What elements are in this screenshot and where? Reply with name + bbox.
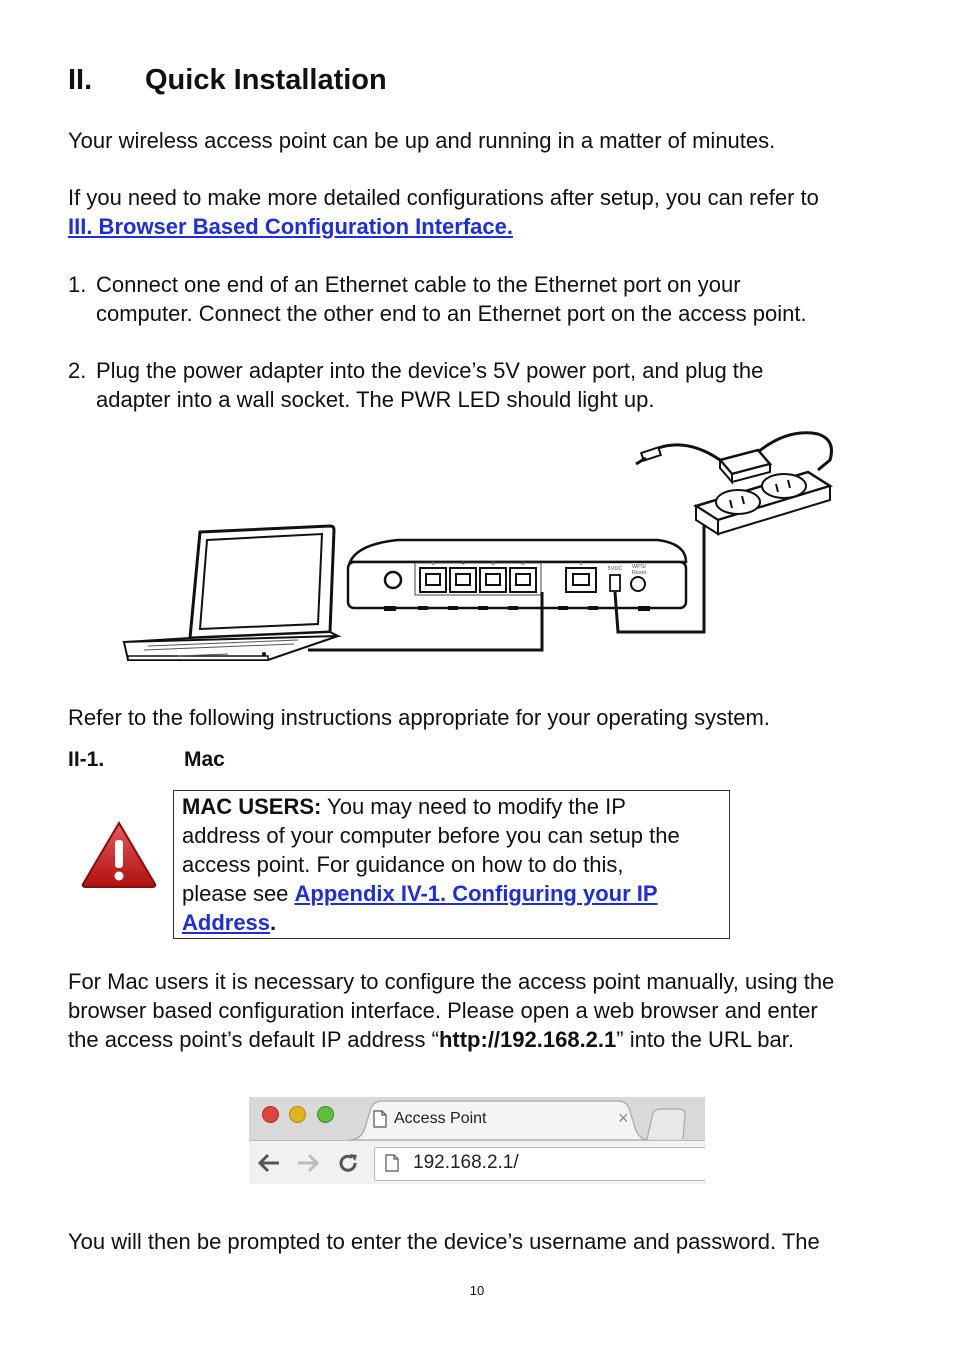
note-line-3: access point. For guidance on how to do this, bbox=[182, 852, 624, 877]
subsection-number: II-1. bbox=[68, 748, 105, 771]
mac-paragraph-line-2: browser based configuration interface. Please open a web browser and enter bbox=[68, 998, 818, 1023]
warning-icon bbox=[80, 820, 158, 890]
port-label-4: 4 bbox=[461, 561, 465, 567]
zoom-window-icon[interactable] bbox=[317, 1106, 334, 1123]
note-text: You may need to modify the IP bbox=[321, 794, 626, 819]
section-title: Quick Installation bbox=[145, 64, 387, 96]
back-arrow-icon[interactable] bbox=[258, 1153, 280, 1173]
note-prefix: please see bbox=[182, 881, 295, 906]
subsection-title: Mac bbox=[184, 748, 225, 771]
forward-arrow-icon[interactable] bbox=[297, 1153, 319, 1173]
step-2-cont: adapter into a wall socket. The PWR LED should light up. bbox=[96, 387, 655, 412]
appendix-link[interactable]: Appendix IV-1. Configuring your IP bbox=[294, 881, 658, 906]
step-2 bbox=[68, 356, 763, 385]
section-number: II. bbox=[68, 64, 93, 96]
step-text: Plug the power adapter into the device’s 5V power port, and plug the bbox=[96, 358, 764, 383]
mac-paragraph-line-1: For Mac users it is necessary to configure the access point manually, using the bbox=[68, 969, 835, 994]
mac-text-prefix: the access point’s default IP address “ bbox=[68, 1027, 439, 1052]
step-1-cont: computer. Connect the other end to an Ethernet port on the access point. bbox=[96, 301, 807, 326]
step-number: 2. bbox=[68, 358, 87, 383]
reload-icon[interactable] bbox=[337, 1152, 359, 1174]
new-tab-button[interactable] bbox=[645, 1107, 689, 1139]
note-line-1 bbox=[182, 792, 626, 821]
tab-close-icon[interactable]: × bbox=[618, 1108, 629, 1128]
refer-paragraph: If you need to make more detailed configurations after setup, you can refer to bbox=[68, 185, 819, 210]
appendix-link-cont[interactable]: Address bbox=[182, 910, 271, 935]
port-label-5: 5 bbox=[431, 561, 435, 567]
port-label-3: 3 bbox=[491, 561, 495, 567]
browser-screenshot bbox=[249, 1097, 705, 1184]
laptop-illustration bbox=[124, 526, 338, 660]
wall-socket-illustration bbox=[696, 472, 830, 534]
note-line-2: address of your computer before you can setup the bbox=[182, 823, 680, 848]
power-port-label: 5VDC bbox=[607, 566, 623, 572]
step-text: Connect one end of an Ethernet cable to the Ethernet port on your bbox=[96, 272, 741, 297]
close-window-icon[interactable] bbox=[262, 1106, 279, 1123]
final-paragraph: You will then be prompted to enter the device’s username and password. The bbox=[68, 1229, 820, 1254]
tab-title: Access Point bbox=[394, 1110, 487, 1127]
note-line-4 bbox=[182, 879, 658, 908]
url-text[interactable]: 192.168.2.1/ bbox=[413, 1152, 519, 1173]
note-lead: MAC USERS: bbox=[182, 794, 322, 819]
browser-config-link[interactable]: III. Browser Based Configuration Interface. bbox=[68, 214, 513, 239]
default-ip: http://192.168.2.1 bbox=[438, 1027, 617, 1052]
note-line-5 bbox=[182, 908, 276, 937]
router-illustration bbox=[348, 540, 686, 611]
reset-label: Reset bbox=[631, 570, 647, 576]
wps-label: WPS/ bbox=[631, 564, 647, 570]
os-instructions: Refer to the following instructions appropriate for your operating system. bbox=[68, 705, 770, 730]
page-number: 10 bbox=[469, 1283, 485, 1298]
port-label-2: 2 bbox=[521, 561, 525, 567]
intro-paragraph: Your wireless access point can be up and running in a matter of minutes. bbox=[68, 128, 776, 153]
page-icon bbox=[373, 1110, 387, 1128]
step-1 bbox=[68, 270, 741, 299]
installation-diagram bbox=[118, 420, 838, 670]
mac-paragraph-line-3 bbox=[68, 1025, 794, 1054]
note-suffix: . bbox=[270, 910, 277, 935]
url-page-icon bbox=[385, 1154, 399, 1172]
port-label-1: 1 bbox=[579, 561, 583, 567]
step-number: 1. bbox=[68, 272, 87, 297]
mac-text-suffix: ” into the URL bar. bbox=[616, 1027, 794, 1052]
minimize-window-icon[interactable] bbox=[289, 1106, 306, 1123]
section-heading bbox=[68, 64, 387, 97]
